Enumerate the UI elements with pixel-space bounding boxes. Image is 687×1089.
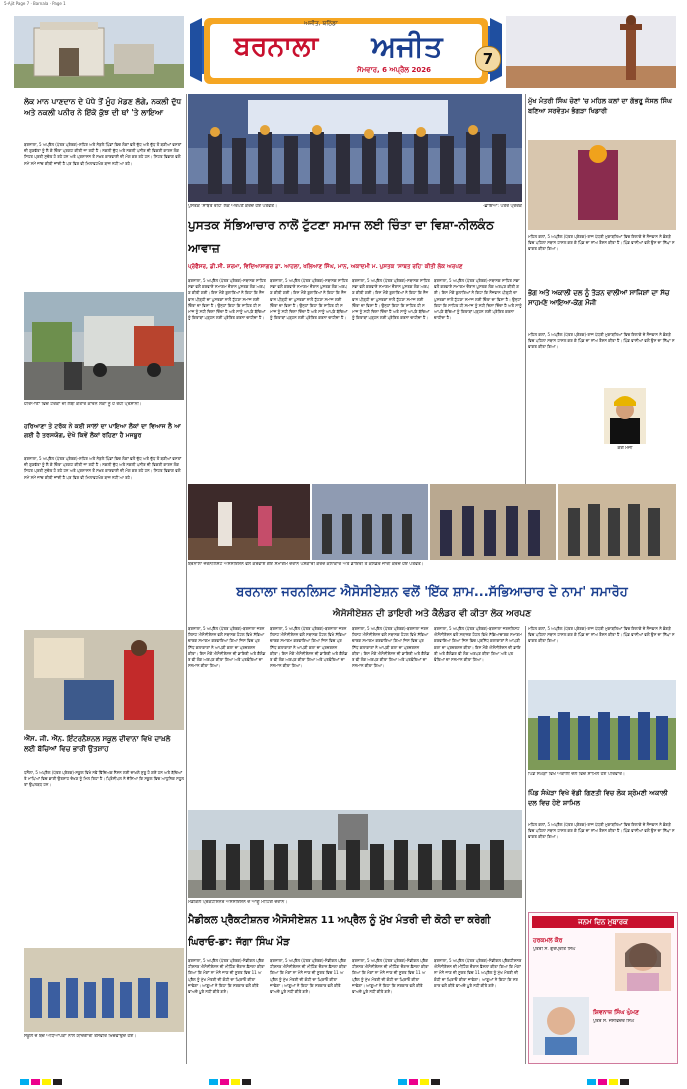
- school-photo-art: [24, 630, 184, 730]
- headline-bottom: ਮੈਡੀਕਲ ਪ੍ਰੈਕਟੀਸ਼ਨਰ ਐਸੋਸੀਏਸ਼ਨ 11 ਅਪ੍ਰੈਲ ਨੂੰ ਮੁੱਖ ਮੰਤਰੀ ਦੀ ਕੋਠੀ ਦਾ ਕਰੇਗੀ ਘਿਰਾਓ-ਡਾ: ਜੱਗਾ ਸਿੰਘ ਮੌੜ: [188, 915, 491, 948]
- masthead-edition: ਅਜੀਤ, ਬਠਿੰਡਾ: [304, 20, 338, 27]
- article-banner-col4: ਬਰਨਾਲਾ, 5 ਅਪ੍ਰੈਲ (ਪੱਤਰ ਪ੍ਰੇਰਕ)-ਬਰਨਾਲਾ ਜਰਨਲਿਸਟ ਐਸੋਸੀਏਸ਼ਨ ਵਲੋਂ ਸਥਾਨਕ ਹੋਟਲ ਵਿਖੇ ਸੱਭਿਆਚਾਰਕ ਸਮਾਗਮ ਕਰਵਾਇਆ ਗਿਆ ਜਿਸ ਵਿਚ ਪ੍ਰਸਿੱਧ ਕਲਾਕਾਰਾਂ ਨੇ ਆਪਣੀ ਕਲਾ ਦਾ ਪ੍ਰਦਰਸ਼ਨ ਕੀਤਾ। ਇਸ ਮੌਕੇ ਐਸੋਸੀਏਸ਼ਨ ਦੀ ਡਾਇਰੀ ਅਤੇ ਕੈਲੰਡਰ ਵੀ ਲੋਕ ਅਰਪਣ ਕੀਤਾ ਗਿਆ ਅਤੇ ਪਤਵੰਤਿਆਂ ਦਾ ਸਨਮਾਨ ਕੀਤਾ ਗਿਆ।: [434, 626, 522, 663]
- masthead: [14, 14, 676, 92]
- article-bottom-col4: ਬਰਨਾਲਾ, 5 ਅਪ੍ਰੈਲ (ਪੱਤਰ ਪ੍ਰੇਰਕ)-ਮੈਡੀਕਲ ਪ੍ਰੈਕਟੀਸ਼ਨਰ ਐਸੋਸੀਏਸ਼ਨ ਦੀ ਮੀਟਿੰਗ ਦੌਰਾਨ ਫ਼ੈਸਲਾ ਕੀਤਾ ਗਿਆ ਕਿ ਮੰਗਾਂ ਨਾ ਮੰਨੇ ਜਾਣ ਦੀ ਸੂਰਤ ਵਿਚ 11 ਅਪ੍ਰੈਲ ਨੂੰ ਮੁੱਖ ਮੰਤਰੀ ਦੀ ਕੋਠੀ ਦਾ ਘਿਰਾਓ ਕੀਤਾ ਜਾਵੇਗਾ। ਆਗੂਆਂ ਨੇ ਕਿਹਾ ਕਿ ਸਰਕਾਰ ਵਲੋਂ ਕੀਤੇ ਵਾਅਦੇ ਪੂਰੇ ਨਹੀਂ ਕੀਤੇ ਗਏ।: [434, 958, 522, 988]
- dancer-photo-art: [528, 140, 676, 230]
- truck-photo: [24, 292, 184, 400]
- article-top-right: ਮਹਿਲ ਕਲਾਂ, 5 ਅਪ੍ਰੈਲ (ਪੱਤਰ ਪ੍ਰੇਰਕ)-ਰਾਜ ਪੱਧਰੀ ਮੁਕਾਬਲਿਆਂ ਵਿਚ ਇਲਾਕੇ ਦੇ ਨੌਜਵਾਨ ਨੇ ਭੰਗੜੇ ਵਿਚ ਪਹਿਲਾ ਸਥਾਨ ਹਾਸਲ ਕਰ ਕੇ ਪਿੰਡ ਦਾ ਨਾਂਅ ਰੌਸ਼ਨ ਕੀਤਾ ਹੈ। ਪਿੰਡ ਵਾਸੀਆਂ ਵਲੋਂ ਉਸ ਦਾ ਨਿੱਘਾ ਸਵਾਗਤ ਕੀਤਾ ਗਿਆ।: [528, 234, 675, 252]
- headline-top-left: ਲੋਕ ਮਾਨ ਪਾਣਦਾਨ ਦੇ ਪੱਧੇ ਤੋਂ ਮੂੰਹ ਮੋਡਣ ਲੱਗੇ, ਨਕਲੀ ਦੁੱਧ ਅਤੇ ਨਕਲੀ ਪਨੀਰ ਨੇ ਇੱਕੋ ਕੁੱਝ ਦੀ ਥਾਂ 'ਤੇ ਲਾਇਆ: [24, 97, 182, 117]
- headline-main-sub: ਪ੍ਰੋਫੈਸਰ, ਡੀ.ਸੀ. ਸ਼ਰਮਾ, ਵਿਦਿਆਸਾਗਰ ਡਾ. ਆਹਲਾ, ਖਲਿਆਣ ਸਿੰਘ, ਮਾਨ, ਅਕਾਦਮੀ ਮ. ਪੁਸਤਕ 'ਸਾਬਤ ਰਹਿ' ਕੀਤੀ ਲੋਕ ਅਰਪਣ: [188, 264, 463, 270]
- school-photo: [24, 630, 184, 730]
- headline-banner-sub: ਐਸੋਸੀਏਸ਼ਨ ਦੀ ਡਾਇਰੀ ਅਤੇ ਕੈਲੰਡਰ ਵੀ ਕੀਤਾ ਲੋਕ ਅਰਪਣ: [332, 609, 532, 619]
- birthday-child2-name: ਸ਼ਿਵਨਾਜ਼ ਸਿੰਘ ਘੁੰਮਣ: [593, 1009, 639, 1016]
- article-banner-col2: ਬਰਨਾਲਾ, 5 ਅਪ੍ਰੈਲ (ਪੱਤਰ ਪ੍ਰੇਰਕ)-ਬਰਨਾਲਾ ਜਰਨਲਿਸਟ ਐਸੋਸੀਏਸ਼ਨ ਵਲੋਂ ਸਥਾਨਕ ਹੋਟਲ ਵਿਖੇ ਸੱਭਿਆਚਾਰਕ ਸਮਾਗਮ ਕਰਵਾਇਆ ਗਿਆ ਜਿਸ ਵਿਚ ਪ੍ਰਸਿੱਧ ਕਲਾਕਾਰਾਂ ਨੇ ਆਪਣੀ ਕਲਾ ਦਾ ਪ੍ਰਦਰਸ਼ਨ ਕੀਤਾ। ਇਸ ਮੌਕੇ ਐਸੋਸੀਏਸ਼ਨ ਦੀ ਡਾਇਰੀ ਅਤੇ ਕੈਲੰਡਰ ਵੀ ਲੋਕ ਅਰਪਣ ਕੀਤਾ ਗਿਆ ਅਤੇ ਪਤਵੰਤਿਆਂ ਦਾ ਸਨਮਾਨ ਕੀਤਾ ਗਿਆ।: [270, 626, 348, 669]
- article-school: ਧਨੌਲਾ, 5 ਅਪ੍ਰੈਲ (ਪੱਤਰ ਪ੍ਰੇਰਕ)-ਸਕੂਲ ਵਿਖੇ ਨਵੇਂ ਵਿੱਦਿਅਕ ਸੈਸ਼ਨ ਲਈ ਦਾਖ਼ਲੇ ਸ਼ੁਰੂ ਹੋ ਗਏ ਹਨ ਅਤੇ ਬੱਚਿਆਂ ਤੇ ਮਾਪਿਆਂ ਵਿਚ ਭਾਰੀ ਉਤਸ਼ਾਹ ਦੇਖਣ ਨੂੰ ਮਿਲ ਰਿਹਾ ਹੈ। ਪ੍ਰਿੰਸੀਪਲ ਨੇ ਦੱਸਿਆ ਕਿ ਸਕੂਲ ਵਿਚ ਆਧੁਨਿਕ ਸਹੂਲਤਾਂ ਉਪਲਬਧ ਹਨ।: [24, 770, 184, 788]
- birthday-child1-photo: [615, 933, 671, 991]
- group-photo-caption: ਮੈਡੀਕਲ ਪ੍ਰੈਕਟੀਸ਼ਨਰ ਐਸੋਸੀਏਸ਼ਨ ਦੇ ਆਗੂ ਮੀਟਿੰਗ ਦੌਰਾਨ।: [188, 900, 288, 905]
- page-number-badge: 7: [475, 46, 501, 72]
- article-main-col4: ਬਰਨਾਲਾ, 5 ਅਪ੍ਰੈਲ (ਪੱਤਰ ਪ੍ਰੇਰਕ)-ਸਥਾਨਕ ਸਾਹਿਤ ਸਭਾ ਵਲੋਂ ਕਰਵਾਏ ਸਮਾਗਮ ਦੌਰਾਨ ਪੁਸਤਕ ਲੋਕ ਅਰਪਣ ਕੀਤੀ ਗਈ। ਇਸ ਮੌਕੇ ਬੁਲਾਰਿਆਂ ਨੇ ਕਿਹਾ ਕਿ ਨੌਜਵਾਨ ਪੀੜ੍ਹੀ ਦਾ ਪੁਸਤਕਾਂ ਨਾਲੋਂ ਟੁੱਟਣਾ ਸਮਾਜ ਲਈ ਚਿੰਤਾ ਦਾ ਵਿਸ਼ਾ ਹੈ। ਉਨ੍ਹਾਂ ਕਿਹਾ ਕਿ ਸਾਹਿਤ ਹੀ ਸਮਾਜ ਨੂੰ ਸਹੀ ਦਿਸ਼ਾ ਦਿੰਦਾ ਹੈ ਅਤੇ ਸਾਨੂੰ ਆਪਣੇ ਬੱਚਿਆਂ ਨੂੰ ਕਿਤਾਬਾਂ ਪੜ੍ਹਨ ਲਈ ਪ੍ਰੇਰਿਤ ਕਰਨਾ ਚਾਹੀਦਾ ਹੈ।: [434, 278, 522, 321]
- birthday-child2-art: [533, 997, 589, 1055]
- truck-photo-caption: ਹਰਿਆਣਾ ਵਿਚ ਟਰੱਕਾਂ ਦੀ ਲੰਬੀ ਕਤਾਰ ਕਾਰਨ ਲੋਕਾਂ ਨੂੰ ਹੋ ਰਹੀ ਪ੍ਰੇਸ਼ਾਨੀ।: [24, 402, 142, 407]
- birthday-title: ਜਨਮ ਦਿਨ ਮੁਬਾਰਕ: [532, 916, 674, 928]
- truck-photo-art: [24, 292, 184, 400]
- article-right-mid: ਮਹਿਲ ਕਲਾਂ, 5 ਅਪ੍ਰੈਲ (ਪੱਤਰ ਪ੍ਰੇਰਕ)-ਰਾਜ ਪੱਧਰੀ ਮੁਕਾਬਲਿਆਂ ਵਿਚ ਇਲਾਕੇ ਦੇ ਨੌਜਵਾਨ ਨੇ ਭੰਗੜੇ ਵਿਚ ਪਹਿਲਾ ਸਥਾਨ ਹਾਸਲ ਕਰ ਕੇ ਪਿੰਡ ਦਾ ਨਾਂਅ ਰੌਸ਼ਨ ਕੀਤਾ ਹੈ। ਪਿੰਡ ਵਾਸੀਆਂ ਵਲੋਂ ਉਸ ਦਾ ਨਿੱਘਾ ਸਵਾਗਤ ਕੀਤਾ ਗਿਆ।: [528, 332, 675, 350]
- main-event-photo: [188, 94, 522, 202]
- birthday-box: [528, 912, 678, 1064]
- headline-top-right: ਮੁੱਖ ਮੰਤਰੀ ਸਿੰਘ ਚੋਣਾਂ 'ਚ ਮਹਿਲ ਕਲਾਂ ਦਾ ਗੱਭਰੂ ਜੱਸਲ ਸਿੰਘ ਬਣਿਆ ਸਰਵੋਤਮ ਭੰਗੜਾ ਖਿਡਾਰੀ: [528, 97, 672, 115]
- event-photo-strip: [188, 484, 676, 560]
- print-slug: 5-Ajit Page 7 · Barnala · Page 1: [4, 1, 66, 6]
- article-main-col2: ਬਰਨਾਲਾ, 5 ਅਪ੍ਰੈਲ (ਪੱਤਰ ਪ੍ਰੇਰਕ)-ਸਥਾਨਕ ਸਾਹਿਤ ਸਭਾ ਵਲੋਂ ਕਰਵਾਏ ਸਮਾਗਮ ਦੌਰਾਨ ਪੁਸਤਕ ਲੋਕ ਅਰਪਣ ਕੀਤੀ ਗਈ। ਇਸ ਮੌਕੇ ਬੁਲਾਰਿਆਂ ਨੇ ਕਿਹਾ ਕਿ ਨੌਜਵਾਨ ਪੀੜ੍ਹੀ ਦਾ ਪੁਸਤਕਾਂ ਨਾਲੋਂ ਟੁੱਟਣਾ ਸਮਾਜ ਲਈ ਚਿੰਤਾ ਦਾ ਵਿਸ਼ਾ ਹੈ। ਉਨ੍ਹਾਂ ਕਿਹਾ ਕਿ ਸਾਹਿਤ ਹੀ ਸਮਾਜ ਨੂੰ ਸਹੀ ਦਿਸ਼ਾ ਦਿੰਦਾ ਹੈ ਅਤੇ ਸਾਨੂੰ ਆਪਣੇ ਬੱਚਿਆਂ ਨੂੰ ਕਿਤਾਬਾਂ ਪੜ੍ਹਨ ਲਈ ਪ੍ਰੇਰਿਤ ਕਰਨਾ ਚਾਹੀਦਾ ਹੈ।: [270, 278, 348, 321]
- group-photo-art: [188, 810, 522, 898]
- event-strip-art: [188, 484, 676, 560]
- birthday-child2-photo: [533, 997, 589, 1055]
- masthead-date: ਸੋਮਵਾਰ, 6 ਅਪ੍ਰੈਲ 2026: [357, 66, 431, 74]
- article-village: ਮਹਿਲ ਕਲਾਂ, 5 ਅਪ੍ਰੈਲ (ਪੱਤਰ ਪ੍ਰੇਰਕ)-ਰਾਜ ਪੱਧਰੀ ਮੁਕਾਬਲਿਆਂ ਵਿਚ ਇਲਾਕੇ ਦੇ ਨੌਜਵਾਨ ਨੇ ਭੰਗੜੇ ਵਿਚ ਪਹਿਲਾ ਸਥਾਨ ਹਾਸਲ ਕਰ ਕੇ ਪਿੰਡ ਦਾ ਨਾਂਅ ਰੌਸ਼ਨ ਕੀਤਾ ਹੈ। ਪਿੰਡ ਵਾਸੀਆਂ ਵਲੋਂ ਉਸ ਦਾ ਨਿੱਘਾ ਸਵਾਗਤ ਕੀਤਾ ਗਿਆ।: [528, 822, 675, 840]
- kids-photo: [24, 948, 184, 1032]
- dancer-photo: [528, 140, 676, 230]
- column-rule: [525, 626, 526, 1064]
- main-photo-caption: ਪੁਸਤਕ 'ਸਾਬਤ ਰਹਿ' ਲੋਕ ਅਰਪਣ ਕਰਦੇ ਹੋਏ ਪਤਵੰਤੇ।: [188, 204, 278, 209]
- birthday-child1-art: [615, 933, 671, 991]
- article-right-lower: ਮਹਿਲ ਕਲਾਂ, 5 ਅਪ੍ਰੈਲ (ਪੱਤਰ ਪ੍ਰੇਰਕ)-ਰਾਜ ਪੱਧਰੀ ਮੁਕਾਬਲਿਆਂ ਵਿਚ ਇਲਾਕੇ ਦੇ ਨੌਜਵਾਨ ਨੇ ਭੰਗੜੇ ਵਿਚ ਪਹਿਲਾ ਸਥਾਨ ਹਾਸਲ ਕਰ ਕੇ ਪਿੰਡ ਦਾ ਨਾਂਅ ਰੌਸ਼ਨ ਕੀਤਾ ਹੈ। ਪਿੰਡ ਵਾਸੀਆਂ ਵਲੋਂ ਉਸ ਦਾ ਨਿੱਘਾ ਸਵਾਗਤ ਕੀਤਾ ਗਿਆ।: [528, 626, 675, 644]
- birthday-child2-parents: ਪੁੱਤਰ ਸ. ਜਸਵਿੰਦਰ ਸਿੰਘ: [593, 1019, 635, 1024]
- group-photo: [188, 810, 522, 898]
- article-banner-col3: ਬਰਨਾਲਾ, 5 ਅਪ੍ਰੈਲ (ਪੱਤਰ ਪ੍ਰੇਰਕ)-ਬਰਨਾਲਾ ਜਰਨਲਿਸਟ ਐਸੋਸੀਏਸ਼ਨ ਵਲੋਂ ਸਥਾਨਕ ਹੋਟਲ ਵਿਖੇ ਸੱਭਿਆਚਾਰਕ ਸਮਾਗਮ ਕਰਵਾਇਆ ਗਿਆ ਜਿਸ ਵਿਚ ਪ੍ਰਸਿੱਧ ਕਲਾਕਾਰਾਂ ਨੇ ਆਪਣੀ ਕਲਾ ਦਾ ਪ੍ਰਦਰਸ਼ਨ ਕੀਤਾ। ਇਸ ਮੌਕੇ ਐਸੋਸੀਏਸ਼ਨ ਦੀ ਡਾਇਰੀ ਅਤੇ ਕੈਲੰਡਰ ਵੀ ਲੋਕ ਅਰਪਣ ਕੀਤਾ ਗਿਆ ਅਤੇ ਪਤਵੰਤਿਆਂ ਦਾ ਸਨਮਾਨ ਕੀਤਾ ਗਿਆ।: [352, 626, 430, 669]
- headline-banner: ਬਰਨਾਲਾ ਜਰਨਲਿਸਟ ਐਸੋਸੀਏਸ਼ਨ ਵਲੋਂ 'ਇੱਕ ਸ਼ਾਮ...ਸੱਭਿਆਚਾਰ ਦੇ ਨਾਮ' ਸਮਾਰੋਹ: [236, 585, 628, 600]
- headline-school: ਐੱਸ. ਜੀ. ਐੱਨ. ਇੰਟਰਨੈਸ਼ਨਲ ਸਕੂਲ ਦੀਵਾਨਾ ਵਿਖੇ ਦਾਖ਼ਲੇ ਲਈ ਬੱਚਿਆਂ ਵਿਚ ਭਾਰੀ ਉਤਸ਼ਾਹ: [24, 735, 171, 753]
- main-event-photo-art: [188, 94, 522, 202]
- birthday-child1-parents: ਪੁੱਤਰੀ ਸ. ਗੁਰਪ੍ਰੀਤ ਸਿੰਘ: [533, 947, 576, 952]
- village-photo: [528, 680, 676, 770]
- masthead-paper: ਅਜੀਤ: [371, 29, 443, 63]
- article-top-left: ਬਰਨਾਲਾ, 5 ਅਪ੍ਰੈਲ (ਪੱਤਰ ਪ੍ਰੇਰਕ)-ਸ਼ਹਿਰ ਅਤੇ ਨੇੜਲੇ ਪਿੰਡਾਂ ਵਿਚ ਲੋਕਾਂ ਵਲੋਂ ਦੁੱਧ ਅਤੇ ਦੁੱਧ ਤੋਂ ਬਣੀਆਂ ਵਸਤਾਂ ਦੀ ਗੁਣਵੱਤਾ ਨੂੰ ਲੈ ਕੇ ਚਿੰਤਾ ਪ੍ਰਗਟ ਕੀਤੀ ਜਾ ਰਹੀ ਹੈ। ਨਕਲੀ ਦੁੱਧ ਅਤੇ ਨਕਲੀ ਪਨੀਰ ਦੀ ਵਿਕਰੀ ਕਾਰਨ ਲੋਕ ਸਿਹਤ ਪ੍ਰਤੀ ਸੁਚੇਤ ਹੋ ਰਹੇ ਹਨ ਅਤੇ ਪ੍ਰਸ਼ਾਸਨ ਤੋਂ ਸਖ਼ਤ ਕਾਰਵਾਈ ਦੀ ਮੰਗ ਕਰ ਰਹੇ ਹਨ। ਸਿਹਤ ਵਿਭਾਗ ਵਲੋਂ ਸਮੇਂ ਸਮੇਂ ਜਾਂਚ ਕੀਤੀ ਜਾਂਦੀ ਹੈ ਪਰ ਫਿਰ ਵੀ ਮਿਲਾਵਟਖੋਰ ਬਾਜ਼ ਨਹੀਂ ਆ ਰਹੇ।: [24, 142, 182, 166]
- article-banner-col1: ਬਰਨਾਲਾ, 5 ਅਪ੍ਰੈਲ (ਪੱਤਰ ਪ੍ਰੇਰਕ)-ਬਰਨਾਲਾ ਜਰਨਲਿਸਟ ਐਸੋਸੀਏਸ਼ਨ ਵਲੋਂ ਸਥਾਨਕ ਹੋਟਲ ਵਿਖੇ ਸੱਭਿਆਚਾਰਕ ਸਮਾਗਮ ਕਰਵਾਇਆ ਗਿਆ ਜਿਸ ਵਿਚ ਪ੍ਰਸਿੱਧ ਕਲਾਕਾਰਾਂ ਨੇ ਆਪਣੀ ਕਲਾ ਦਾ ਪ੍ਰਦਰਸ਼ਨ ਕੀਤਾ। ਇਸ ਮੌਕੇ ਐਸੋਸੀਏਸ਼ਨ ਦੀ ਡਾਇਰੀ ਅਤੇ ਕੈਲੰਡਰ ਵੀ ਲੋਕ ਅਰਪਣ ਕੀਤਾ ਗਿਆ ਅਤੇ ਪਤਵੰਤਿਆਂ ਦਾ ਸਨਮਾਨ ਕੀਤਾ ਗਿਆ।: [188, 626, 266, 669]
- article-mid-left: ਬਰਨਾਲਾ, 5 ਅਪ੍ਰੈਲ (ਪੱਤਰ ਪ੍ਰੇਰਕ)-ਸ਼ਹਿਰ ਅਤੇ ਨੇੜਲੇ ਪਿੰਡਾਂ ਵਿਚ ਲੋਕਾਂ ਵਲੋਂ ਦੁੱਧ ਅਤੇ ਦੁੱਧ ਤੋਂ ਬਣੀਆਂ ਵਸਤਾਂ ਦੀ ਗੁਣਵੱਤਾ ਨੂੰ ਲੈ ਕੇ ਚਿੰਤਾ ਪ੍ਰਗਟ ਕੀਤੀ ਜਾ ਰਹੀ ਹੈ। ਨਕਲੀ ਦੁੱਧ ਅਤੇ ਨਕਲੀ ਪਨੀਰ ਦੀ ਵਿਕਰੀ ਕਾਰਨ ਲੋਕ ਸਿਹਤ ਪ੍ਰਤੀ ਸੁਚੇਤ ਹੋ ਰਹੇ ਹਨ ਅਤੇ ਪ੍ਰਸ਼ਾਸਨ ਤੋਂ ਸਖ਼ਤ ਕਾਰਵਾਈ ਦੀ ਮੰਗ ਕਰ ਰਹੇ ਹਨ। ਸਿਹਤ ਵਿਭਾਗ ਵਲੋਂ ਸਮੇਂ ਸਮੇਂ ਜਾਂਚ ਕੀਤੀ ਜਾਂਦੀ ਹੈ ਪਰ ਫਿਰ ਵੀ ਮਿਲਾਵਟਖੋਰ ਬਾਜ਼ ਨਹੀਂ ਆ ਰਹੇ।: [24, 456, 182, 480]
- headline-village: ਪਿੰਡ ਸੰਘੇੜਾ ਵਿਖੇ ਵੱਡੀ ਗਿਣਤੀ ਵਿਚ ਲੋਕ ਸ਼੍ਰੋਮਣੀ ਅਕਾਲੀ ਦਲ ਵਿਚ ਹੋਏ ਸ਼ਾਮਿਲ: [528, 789, 668, 807]
- column-rule: [186, 94, 187, 1064]
- article-bottom-col3: ਬਰਨਾਲਾ, 5 ਅਪ੍ਰੈਲ (ਪੱਤਰ ਪ੍ਰੇਰਕ)-ਮੈਡੀਕਲ ਪ੍ਰੈਕਟੀਸ਼ਨਰ ਐਸੋਸੀਏਸ਼ਨ ਦੀ ਮੀਟਿੰਗ ਦੌਰਾਨ ਫ਼ੈਸਲਾ ਕੀਤਾ ਗਿਆ ਕਿ ਮੰਗਾਂ ਨਾ ਮੰਨੇ ਜਾਣ ਦੀ ਸੂਰਤ ਵਿਚ 11 ਅਪ੍ਰੈਲ ਨੂੰ ਮੁੱਖ ਮੰਤਰੀ ਦੀ ਕੋਠੀ ਦਾ ਘਿਰਾਓ ਕੀਤਾ ਜਾਵੇਗਾ। ਆਗੂਆਂ ਨੇ ਕਿਹਾ ਕਿ ਸਰਕਾਰ ਵਲੋਂ ਕੀਤੇ ਵਾਅਦੇ ਪੂਰੇ ਨਹੀਂ ਕੀਤੇ ਗਏ।: [352, 958, 429, 995]
- headline-mid-left: ਹਰਿਆਣਾ ਤੇ ਟਰੱਕ ਨੇ ਕਈ ਸਾਲਾਂ ਦਾ ਪਾਇਆ ਲੋਕਾਂ ਦਾ ਵਿਆਜ ਲੈ ਆ ਗਈ ਹੈ ਤਰਸਯੋਗ, ਦੇਖੋ ਕਿਵੇਂ ਲੋਕਾਂ ਰਹਿਣਾ ਹੈ ਮਜਬੂਰ: [24, 423, 181, 439]
- headline-main: ਪੁਸਤਕ ਸੱਭਿਆਚਾਰ ਨਾਲੋਂ ਟੁੱਟਣਾ ਸਮਾਜ ਲਈ ਚਿੰਤਾ ਦਾ ਵਿਸ਼ਾ-ਨੀਲਕੰਠ ਆਵਾਜ਼: [188, 218, 494, 255]
- article-bottom-col2: ਬਰਨਾਲਾ, 5 ਅਪ੍ਰੈਲ (ਪੱਤਰ ਪ੍ਰੇਰਕ)-ਮੈਡੀਕਲ ਪ੍ਰੈਕਟੀਸ਼ਨਰ ਐਸੋਸੀਏਸ਼ਨ ਦੀ ਮੀਟਿੰਗ ਦੌਰਾਨ ਫ਼ੈਸਲਾ ਕੀਤਾ ਗਿਆ ਕਿ ਮੰਗਾਂ ਨਾ ਮੰਨੇ ਜਾਣ ਦੀ ਸੂਰਤ ਵਿਚ 11 ਅਪ੍ਰੈਲ ਨੂੰ ਮੁੱਖ ਮੰਤਰੀ ਦੀ ਕੋਠੀ ਦਾ ਘਿਰਾਓ ਕੀਤਾ ਜਾਵੇਗਾ। ਆਗੂਆਂ ਨੇ ਕਿਹਾ ਕਿ ਸਰਕਾਰ ਵਲੋਂ ਕੀਤੇ ਵਾਅਦੇ ਪੂਰੇ ਨਹੀਂ ਕੀਤੇ ਗਏ।: [270, 958, 347, 995]
- kids-photo-caption: ਸਕੂਲ ਦੇ ਬੱਚੇ ਅਧਿਆਪਕਾਂ ਨਾਲ ਯਾਦਗਾਰੀ ਤਸਵੀਰ ਖਿਚਵਾਉਂਦੇ ਹੋਏ।: [24, 1034, 137, 1039]
- portrait-caption: ਕੇਂਗ ਮੌਜੀ: [617, 446, 633, 451]
- main-photo-credit: -ਛਾਇਆ: ਪੱਤਰ ਪ੍ਰੇਰਕ: [482, 204, 522, 209]
- village-photo-caption: ਪਿੰਡ ਸੰਘੇੜਾ ਵਿਖੇ ਅਕਾਲੀ ਦਲ ਵਿਚ ਸ਼ਾਮਿਲ ਹੋਏ ਪਰਿਵਾਰ।: [528, 772, 625, 777]
- column-rule: [525, 94, 526, 484]
- politician-portrait-art: [604, 388, 646, 444]
- birthday-child1-name: ਹਰਕਮਲ ਕੌਰ: [533, 937, 563, 944]
- masthead-city: ਬਰਨਾਲਾ: [233, 31, 319, 62]
- article-main-col1: ਬਰਨਾਲਾ, 5 ਅਪ੍ਰੈਲ (ਪੱਤਰ ਪ੍ਰੇਰਕ)-ਸਥਾਨਕ ਸਾਹਿਤ ਸਭਾ ਵਲੋਂ ਕਰਵਾਏ ਸਮਾਗਮ ਦੌਰਾਨ ਪੁਸਤਕ ਲੋਕ ਅਰਪਣ ਕੀਤੀ ਗਈ। ਇਸ ਮੌਕੇ ਬੁਲਾਰਿਆਂ ਨੇ ਕਿਹਾ ਕਿ ਨੌਜਵਾਨ ਪੀੜ੍ਹੀ ਦਾ ਪੁਸਤਕਾਂ ਨਾਲੋਂ ਟੁੱਟਣਾ ਸਮਾਜ ਲਈ ਚਿੰਤਾ ਦਾ ਵਿਸ਼ਾ ਹੈ। ਉਨ੍ਹਾਂ ਕਿਹਾ ਕਿ ਸਾਹਿਤ ਹੀ ਸਮਾਜ ਨੂੰ ਸਹੀ ਦਿਸ਼ਾ ਦਿੰਦਾ ਹੈ ਅਤੇ ਸਾਨੂੰ ਆਪਣੇ ਬੱਚਿਆਂ ਨੂੰ ਕਿਤਾਬਾਂ ਪੜ੍ਹਨ ਲਈ ਪ੍ਰੇਰਿਤ ਕਰਨਾ ਚਾਹੀਦਾ ਹੈ।: [188, 278, 266, 321]
- cmyk-registration-bar: [20, 1070, 670, 1078]
- kids-photo-art: [24, 948, 184, 1032]
- village-photo-art: [528, 680, 676, 770]
- politician-portrait: [604, 388, 646, 444]
- article-bottom-col1: ਬਰਨਾਲਾ, 5 ਅਪ੍ਰੈਲ (ਪੱਤਰ ਪ੍ਰੇਰਕ)-ਮੈਡੀਕਲ ਪ੍ਰੈਕਟੀਸ਼ਨਰ ਐਸੋਸੀਏਸ਼ਨ ਦੀ ਮੀਟਿੰਗ ਦੌਰਾਨ ਫ਼ੈਸਲਾ ਕੀਤਾ ਗਿਆ ਕਿ ਮੰਗਾਂ ਨਾ ਮੰਨੇ ਜਾਣ ਦੀ ਸੂਰਤ ਵਿਚ 11 ਅਪ੍ਰੈਲ ਨੂੰ ਮੁੱਖ ਮੰਤਰੀ ਦੀ ਕੋਠੀ ਦਾ ਘਿਰਾਓ ਕੀਤਾ ਜਾਵੇਗਾ। ਆਗੂਆਂ ਨੇ ਕਿਹਾ ਕਿ ਸਰਕਾਰ ਵਲੋਂ ਕੀਤੇ ਵਾਅਦੇ ਪੂਰੇ ਨਹੀਂ ਕੀਤੇ ਗਏ।: [188, 958, 265, 995]
- article-main-col3: ਬਰਨਾਲਾ, 5 ਅਪ੍ਰੈਲ (ਪੱਤਰ ਪ੍ਰੇਰਕ)-ਸਥਾਨਕ ਸਾਹਿਤ ਸਭਾ ਵਲੋਂ ਕਰਵਾਏ ਸਮਾਗਮ ਦੌਰਾਨ ਪੁਸਤਕ ਲੋਕ ਅਰਪਣ ਕੀਤੀ ਗਈ। ਇਸ ਮੌਕੇ ਬੁਲਾਰਿਆਂ ਨੇ ਕਿਹਾ ਕਿ ਨੌਜਵਾਨ ਪੀੜ੍ਹੀ ਦਾ ਪੁਸਤਕਾਂ ਨਾਲੋਂ ਟੁੱਟਣਾ ਸਮਾਜ ਲਈ ਚਿੰਤਾ ਦਾ ਵਿਸ਼ਾ ਹੈ। ਉਨ੍ਹਾਂ ਕਿਹਾ ਕਿ ਸਾਹਿਤ ਹੀ ਸਮਾਜ ਨੂੰ ਸਹੀ ਦਿਸ਼ਾ ਦਿੰਦਾ ਹੈ ਅਤੇ ਸਾਨੂੰ ਆਪਣੇ ਬੱਚਿਆਂ ਨੂੰ ਕਿਤਾਬਾਂ ਪੜ੍ਹਨ ਲਈ ਪ੍ਰੇਰਿਤ ਕਰਨਾ ਚਾਹੀਦਾ ਹੈ।: [352, 278, 430, 321]
- headline-right-mid: ਭੋਗ ਅਤੇ ਅਕਾਲੀ ਦਲ ਨੂੰ ਤੋੜਨ ਵਾਲੀਆਂ ਸਾਜਿਸ਼ਾਂ ਦਾ ਸੱਚ ਸਾਹਮਣੇ ਆਇਆ-ਕੇਂਗ ਮੌਜੀ: [528, 289, 670, 307]
- event-strip-caption: ਬਰਨਾਲਾ ਜਰਨਲਿਸਟ ਐਸੋਸੀਏਸ਼ਨ ਵਲੋਂ ਕਰਵਾਏ ਗਏ ਸਮਾਗਮ ਦੌਰਾਨ ਪੇਸ਼ਕਾਰੀ ਕਰਦੇ ਕਲਾਕਾਰ ਅਤੇ ਡਾਇਰੀ ਤੇ ਕੈਲੰਡਰ ਜਾਰੀ ਕਰਦੇ ਹੋਏ ਪਤਵੰਤੇ।: [188, 562, 424, 567]
